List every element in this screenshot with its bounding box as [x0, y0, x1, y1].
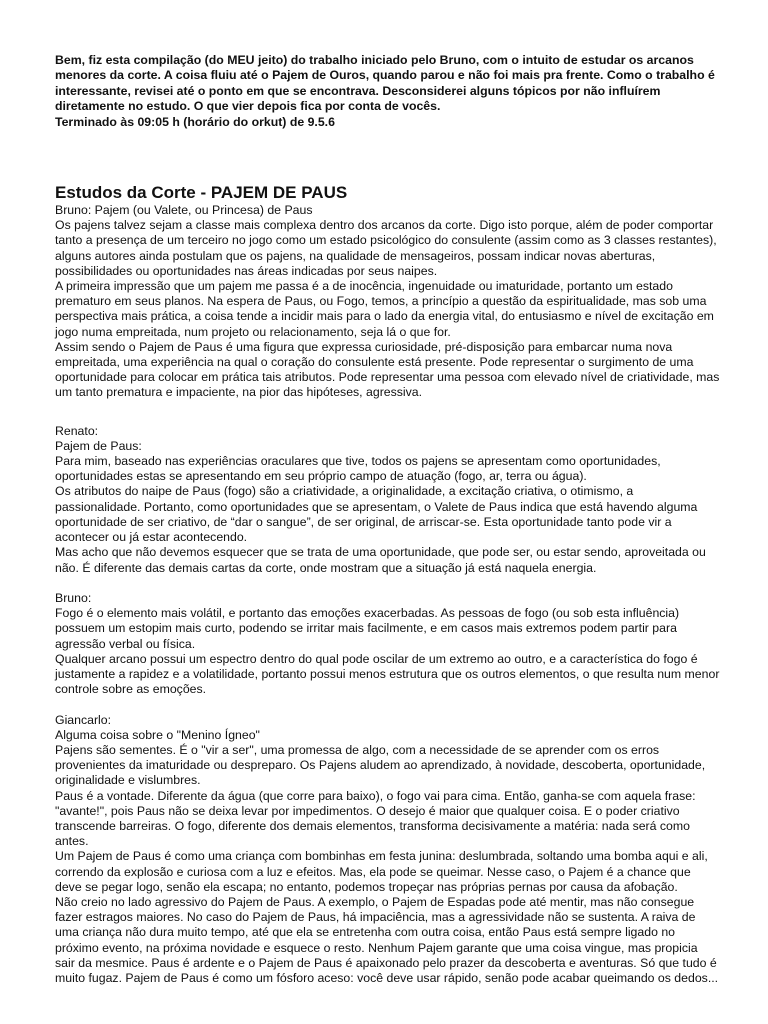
intro-note [55, 53, 720, 130]
renato-paragraph: Mas acho que não devemos esquecer que se trata de uma oportunidade, que pode ser, ou estar sendo, aproveitada ou não. É diferente das demais cartas da corte, onde mostram que a situação já está naquela energia. [55, 545, 706, 575]
article-subtitle: Bruno: Pajem (ou Valete, ou Princesa) de Paus [55, 203, 313, 218]
bruno-paragraph: Os pajens talvez sejam a classe mais complexa dentro dos arcanos da corte. Digo isto porque, além de poder comportar tanto a presença de um terceiro no jogo como um estado psicológico do consulente (assim como as 3 classes restantes), alguns autores ainda postulam que os pajens, na qualidade de mensageiros, possam indicar novas aberturas, possibilidades ou oportunidades nas áreas indicadas por seus naipes. [55, 218, 717, 278]
giancarlo-paragraph: Um Pajem de Paus é como uma criança com bombinhas em festa junina: deslumbrada, soltando uma bomba aqui e ali, correndo da explosão e curiosa com a luz e efeitos. Mas, ela pode se queimar. Nesse caso, o Pajem é a chance que deve se pegar logo, senão ela escapa; no entanto, podemos tropeçar nas próprias pernas por causa da afobação. [55, 849, 708, 894]
renato-paragraph: Os atributos do naipe de Paus (fogo) são a criatividade, a originalidade, a excitação criativa, o otimismo, a passionalidade. Portanto, como oportunidades que se apresentam, o Valete de Paus indica que está havendo alguma oportunidade de ser criativo, de “dar o sangue”, de ser original, de arriscar-se. Esta oportunidade tanto pode vir a acontecer ou já estar acontecendo. [55, 484, 698, 545]
renato-author: Renato: [55, 423, 99, 438]
renato-heading: Pajem de Paus: [55, 438, 142, 453]
giancarlo-author: Giancarlo: [55, 712, 112, 727]
bruno-paragraph: Fogo é o elemento mais volátil, e portanto das emoções exacerbadas. As pessoas de fogo (ou sob esta influência) possuem um estopim mais curto, podendo se irritar mais facilmente, e em casos mais extremos podem partir para agressão verbal ou física. [55, 606, 680, 651]
bruno-paragraph: A primeira impressão que um pajem me passa é a de inocência, ingenuidade ou imaturidade, portanto um estado prematuro em seus planos. Na espera de Paus, ou Fogo, temos, a princípio a questão da espiritualidade, mas sob uma perspectiva mais prática, a coisa tende a incidir mais para o lado da energia vital, do entusiasmo e nível de excitação em jogo numa empreitada, num projeto ou relacionamento, seja lá o que for. [55, 279, 714, 339]
bruno-author: Bruno: [55, 590, 92, 605]
giancarlo-heading: Alguma coisa sobre o "Menino Ígneo" [55, 727, 260, 742]
bruno-paragraph: Assim sendo o Pajem de Paus é uma figura que expressa curiosidade, pré-disposição para embarcar numa nova empreitada, uma experiência na qual o coração do consulente está presente. Pode representar o surgimento de uma oportunidade para colocar em prática tais atributos. Pode representar uma pessoa com elevado nível de criatividade, mas um tanto prematura e impaciente, na pior das hipóteses, agressiva. [55, 339, 720, 400]
giancarlo-paragraph: Pajens são sementes. É o "vir a ser", uma promessa de algo, com a necessidade de se aprender com os erros provenientes da imaturidade ou despreparo. Os Pajens aludem ao aprendizado, à novidade, descoberta, oportunidade, originalidade e vislumbres. [55, 742, 706, 788]
article-body [55, 203, 720, 986]
article-title: Estudos da Corte - PAJEM DE PAUS [55, 183, 348, 203]
document-page [55, 53, 720, 986]
bruno-paragraph: Qualquer arcano possui um espectro dentro do qual pode oscilar de um extremo ao outro, e a característica do fogo é justamente a rapidez e a volatilidade, portanto possui menos estrutura que os outros elementos, o que resulta num menor controle sobre as emoções. [55, 651, 720, 697]
intro-paragraph: Bem, fiz esta compilação (do MEU jeito) do trabalho iniciado pelo Bruno, com o intuito de estudar os arcanos menores da corte. A coisa fluiu até o Pajem de Ouros, quando parou e não foi mais pra frente. Como o trabalho é interessante, revisei até o ponto em que se encontrava. Desconsiderei alguns tópicos por não influírem diretamente no estudo. O que vier depois fica por conta de vocês. [55, 53, 715, 114]
renato-paragraph: Para mim, baseado nas experiências oraculares que tive, todos os pajens se apresentam como oportunidades, oportunidades estas se apresentando em seu próprio campo de atuação (fogo, ar, terra ou água). [55, 454, 661, 484]
giancarlo-paragraph: Não creio no lado agressivo do Pajem de Paus. A exemplo, o Pajem de Espadas pode até mentir, mas não consegue fazer estragos maiores. No caso do Pajem de Paus, há impaciência, mas a agressividade não se sustenta. A raiva de uma criança não dura muito tempo, até que ela se entretenha com outra coisa, então Paus está sempre ligado no próximo evento, na próxima novidade e esquece o resto. Nenhum Pajem garante que uma coisa vingue, mas propicia sair da mesmice. Paus é ardente e o Pajem de Paus é apaixonado pelo prazer da descoberta e aventuras. Só que tudo é muito fugaz. Pajem de Paus é como um fósforo aceso: você deve usar rápido, senão pode acabar queimando os dedos... [55, 894, 719, 985]
giancarlo-paragraph: Paus é a vontade. Diferente da água (que corre para baixo), o fogo vai para cima. Então, ganha-se com aquela frase: "avante!", pois Paus não se deixa levar por impedimentos. O desejo é maior que qualquer coisa. E o poder criativo transcende barreiras. O fogo, diferente dos demais elementos, transforma decisivamente a matéria: nada será como antes. [55, 788, 696, 849]
intro-finish-line: Terminado às 09:05 h (horário do orkut) de 9.5.6 [55, 114, 335, 129]
